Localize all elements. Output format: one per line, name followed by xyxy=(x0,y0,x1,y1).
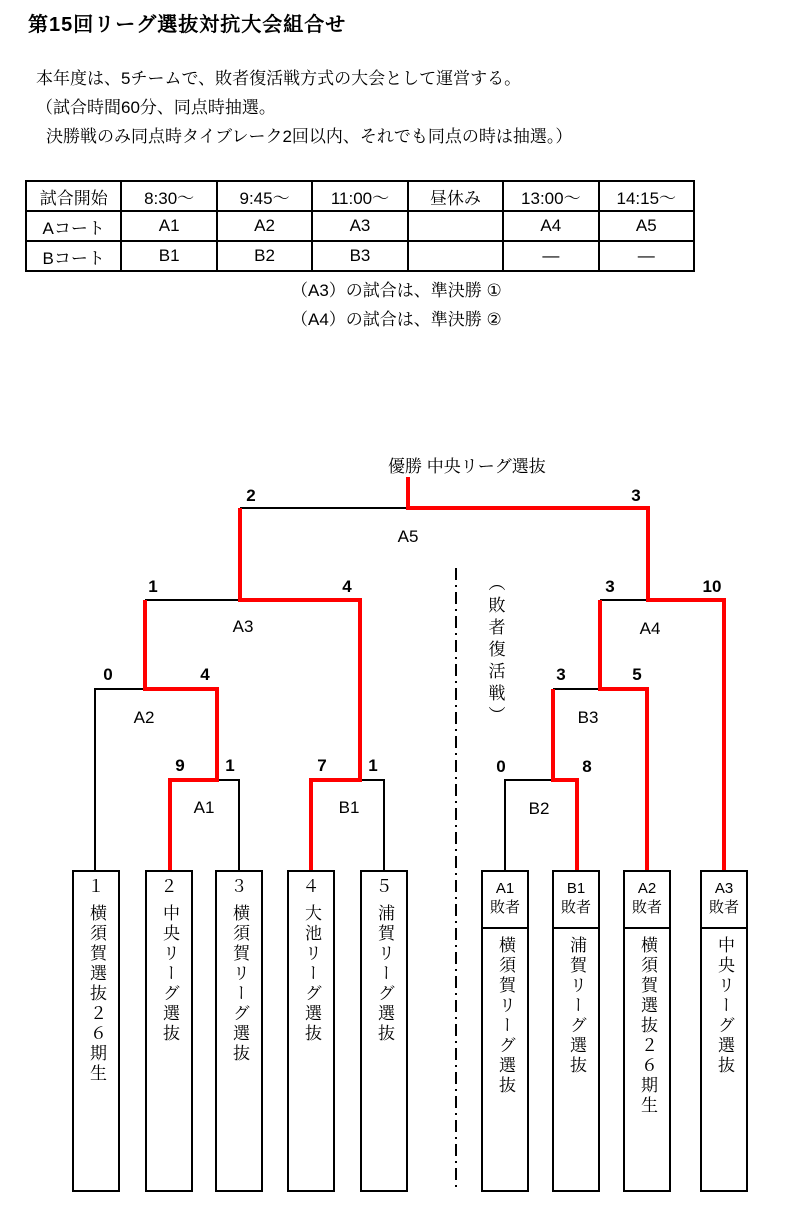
repechage-box-a1-loser xyxy=(481,870,529,1192)
loser-source xyxy=(483,872,527,929)
schedule-cell: B1 xyxy=(121,241,216,271)
loser-source xyxy=(625,872,669,929)
match-a4-label: A4 xyxy=(639,619,661,638)
team-seed: ５ xyxy=(375,877,393,896)
match-a1-score-left: 9 xyxy=(175,756,185,775)
page-title: 第15回リーグ選抜対抗大会組合せ xyxy=(28,14,347,36)
schedule-cell: A1 xyxy=(121,211,216,241)
schedule-cell xyxy=(408,241,503,271)
schedule-header-cell: 昼休み xyxy=(408,181,503,211)
match-a2-label: A2 xyxy=(133,708,155,727)
schedule-header-cell: 14:15～ xyxy=(599,181,694,211)
schedule-header-cell: 9:45～ xyxy=(217,181,312,211)
match-a4-score-left: 3 xyxy=(605,577,615,596)
repechage-box-b1-loser xyxy=(552,870,600,1192)
winner-path-loser-a2 xyxy=(600,600,647,870)
winner-path-champion xyxy=(408,477,724,870)
bracket-black-lines xyxy=(95,508,648,870)
match-b2-score-left: 0 xyxy=(496,757,506,776)
team-seed: ３ xyxy=(230,877,248,896)
champion-label: 優勝 中央リーグ選抜 xyxy=(388,457,546,476)
team-name: 大池リーグ選抜 xyxy=(302,904,321,1044)
match-a1-score-right: 1 xyxy=(225,756,235,775)
intro-line: 本年度は、5チームで、敗者復活戦方式の大会として運営する。 xyxy=(36,69,522,88)
schedule-cell: A5 xyxy=(599,211,694,241)
team-box-1 xyxy=(72,870,120,1192)
schedule-table xyxy=(25,180,695,272)
intro-text xyxy=(36,64,572,151)
repechage-box-a3-loser xyxy=(700,870,748,1192)
team-seed: ４ xyxy=(302,877,320,896)
match-a3-label: A3 xyxy=(232,617,254,636)
winner-path-team2 xyxy=(145,600,217,870)
intro-line: 決勝戦のみ同点時タイブレーク2回以内、それでも同点の時は抽選。） xyxy=(46,127,573,146)
match-b2-score-right: 8 xyxy=(582,757,592,776)
match-b2-label: B2 xyxy=(528,799,550,818)
match-b1-score-right: 1 xyxy=(368,756,378,775)
schedule-cell: A3 xyxy=(312,211,407,241)
schedule-cell: ― xyxy=(599,241,694,271)
schedule-cell: ― xyxy=(503,241,598,271)
match-b1-score-left: 7 xyxy=(317,756,327,775)
note-line: （A4）の試合は、準決勝 ② xyxy=(291,310,502,329)
match-b3-score-right: 5 xyxy=(632,665,642,684)
loser-source-match: A3 xyxy=(714,880,734,897)
loser-a1-path xyxy=(505,780,553,870)
match-a5-label: A5 xyxy=(397,527,419,546)
team-box-3 xyxy=(215,870,263,1192)
match-a2-score-right: 4 xyxy=(200,665,210,684)
team-box-2 xyxy=(145,870,193,1192)
schedule-header-cell: 13:00～ xyxy=(503,181,598,211)
team-seed: ２ xyxy=(160,877,178,896)
schedule-header-cell: 8:30～ xyxy=(121,181,216,211)
team-name: 中央リーグ選抜 xyxy=(160,904,179,1044)
team-name: 浦賀リーグ選抜 xyxy=(567,936,586,1076)
schedule-cell: A4 xyxy=(503,211,598,241)
match-b1-label: B1 xyxy=(338,798,360,817)
loser-source-suffix: 敗者 xyxy=(631,899,662,916)
court-label: Aコート xyxy=(26,211,121,241)
match-a5-score-right: 3 xyxy=(631,486,641,505)
team5-path xyxy=(360,780,384,870)
schedule-header-cell: 11:00～ xyxy=(312,181,407,211)
schedule-cell: B2 xyxy=(217,241,312,271)
match-a5-score-left: 2 xyxy=(246,486,256,505)
court-label: Bコート xyxy=(26,241,121,271)
team-name: 横須賀リーグ選抜 xyxy=(230,904,249,1064)
match-a3-score-left: 1 xyxy=(148,577,158,596)
loser-source-match: B1 xyxy=(566,880,586,897)
repechage-box-a2-loser xyxy=(623,870,671,1192)
schedule-cell xyxy=(408,211,503,241)
loser-source xyxy=(554,872,598,929)
match-b3-label: B3 xyxy=(577,708,599,727)
team-name: 中央リーグ選抜 xyxy=(715,936,734,1076)
match-a2-score-left: 0 xyxy=(103,665,113,684)
loser-source-suffix: 敗者 xyxy=(708,899,739,916)
team3-path xyxy=(217,780,239,870)
schedule-cell: B3 xyxy=(312,241,407,271)
semifinal-notes xyxy=(291,276,502,334)
intro-line: （試合時間60分、同点時抽選。 xyxy=(36,98,276,117)
schedule-row-court-b xyxy=(26,241,694,271)
note-line: （A3）の試合は、準決勝 ① xyxy=(291,281,502,300)
winner-path-loser-b1 xyxy=(553,689,577,870)
loser-source xyxy=(702,872,746,929)
team-name: 横須賀選抜２６期生 xyxy=(638,936,657,1116)
match-a1-label: A1 xyxy=(193,798,215,817)
loser-source-match: A2 xyxy=(637,880,657,897)
match-a4-score-right: 10 xyxy=(702,577,722,596)
team-name: 横須賀選抜２６期生 xyxy=(87,904,106,1084)
team-name: 横須賀リーグ選抜 xyxy=(496,936,515,1096)
schedule-cell: A2 xyxy=(217,211,312,241)
schedule-header-cell: 試合開始 xyxy=(26,181,121,211)
schedule-row-court-a xyxy=(26,211,694,241)
schedule-header-row xyxy=(26,181,694,211)
loser-source-match: A1 xyxy=(495,880,515,897)
repechage-section-label: （敗者復活戦） xyxy=(485,574,505,728)
loser-source-suffix: 敗者 xyxy=(489,899,520,916)
loser-source-suffix: 敗者 xyxy=(560,899,591,916)
team-name: 浦賀リーグ選抜 xyxy=(375,904,394,1044)
match-b3-score-left: 3 xyxy=(556,665,566,684)
team-box-4 xyxy=(287,870,335,1192)
team-box-5 xyxy=(360,870,408,1192)
team-seed: １ xyxy=(87,877,105,896)
match-a3-score-right: 4 xyxy=(342,577,352,596)
